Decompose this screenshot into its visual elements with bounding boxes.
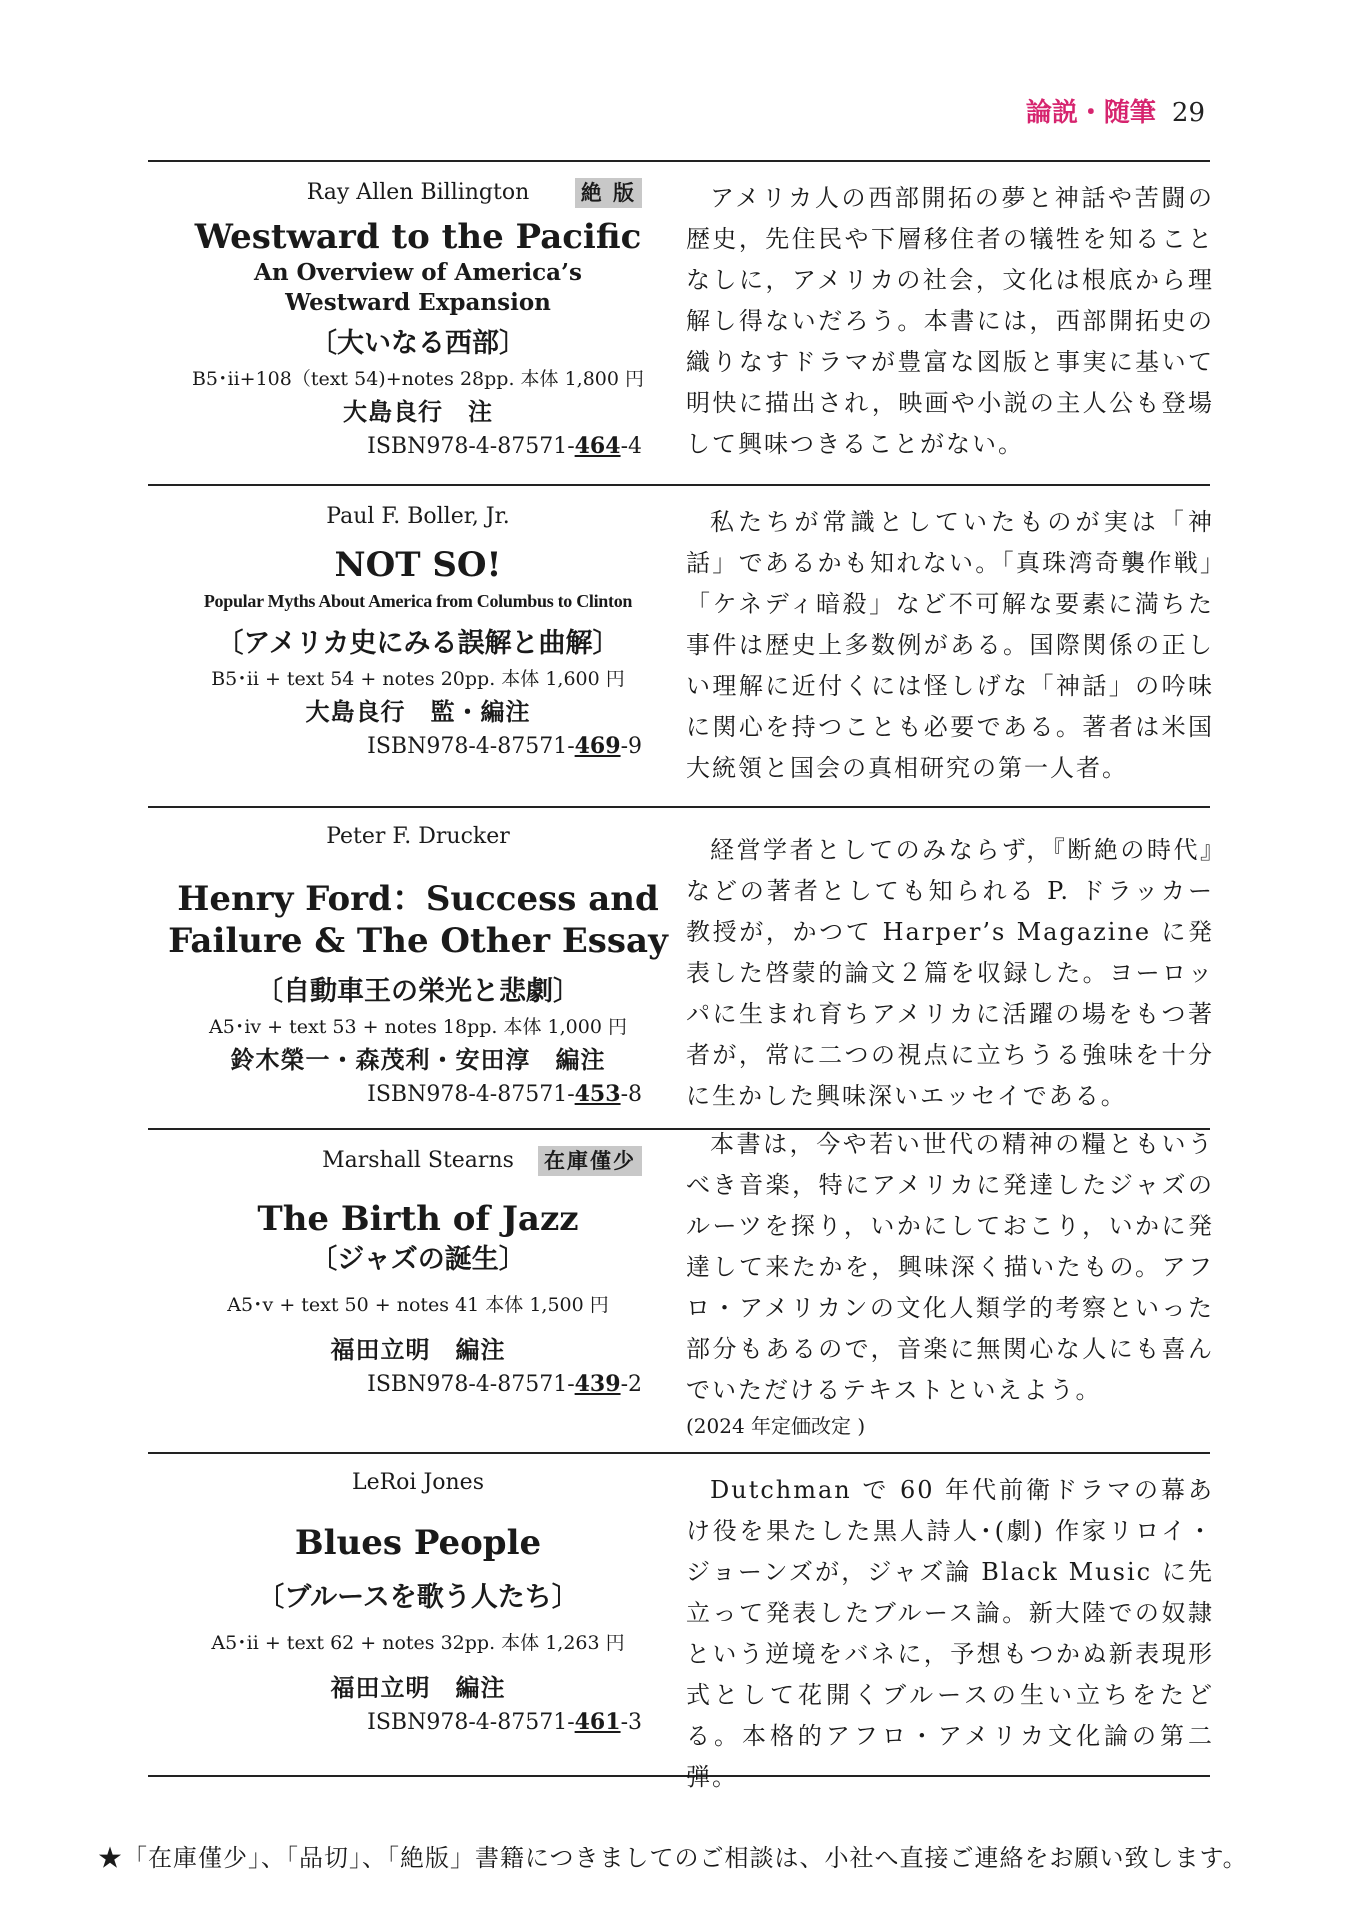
editor-credit: 鈴木榮一・森茂利・安田淳 編注 (230, 1046, 606, 1074)
book-title-line: Failure & The Other Essay (168, 921, 668, 961)
book-title: Blues People (294, 1523, 542, 1563)
status-badge: 絶 版 (575, 178, 642, 208)
book-description: 経営学者としてのみならず，『断絶の時代』などの著者としても知られる P. ドラッカー教授が，かつて Harper’s Magazine に発表した啓蒙的論文２篇を収録した。ヨーロッパに生まれ育ちアメリカに活躍の場をもつ著者が，常に二つの視点に立ちうる強味を十分に生かした興味深いエッセイである。 (686, 836, 1214, 1110)
divider (148, 806, 1210, 808)
book-info (148, 1146, 688, 1401)
divider (148, 1452, 1210, 1454)
book-info (148, 502, 688, 763)
page-number: 29 (1171, 98, 1205, 128)
book-info (148, 822, 688, 1111)
divider (148, 484, 1210, 486)
author: Peter F. Drucker (326, 824, 510, 849)
isbn-code: 461 (574, 1709, 621, 1735)
isbn: ISBN978-4-87571-453-8 (367, 1081, 642, 1107)
book-subtitle-line: An Overview of America’s (253, 259, 583, 286)
author: Paul F. Boller, Jr. (326, 504, 510, 529)
book-title: NOT SO! (334, 545, 502, 585)
book-spec: A5･ii + text 62 + notes 32pp. 本体 1,263 円 (211, 1632, 625, 1654)
editor-credit: 福田立明 編注 (330, 1674, 506, 1702)
book-description: アメリカ人の西部開拓の夢と神話や苦闘の歴史，先住民や下層移住者の犠牲を知ることなしに，アメリカの社会，文化は根底から理解し得ないだろう。本書には，西部開拓史の織りなすドラマが豊富な図版と事実に基いて明快に描出され，映画や小説の主人公も登場して興味つきることがない。 (686, 184, 1214, 458)
book-spec: B5･ii + text 54 + notes 20pp. 本体 1,600 円 (211, 668, 625, 690)
isbn: ISBN978-4-87571-464-4 (367, 433, 642, 459)
japanese-title: 〔自動車王の栄光と悲劇〕 (256, 976, 580, 1007)
book-info (148, 178, 688, 463)
book-description: Dutchman で 60 年代前衛ドラマの幕あけ役を果たした黒人詩人･(劇) 作家リロイ・ジョーンズが，ジャズ論 Black Music に先立って発表したブルース論。新大陸での奴隷という逆境をバネに，予想もつかぬ新表現形式として花開くブルースの生い立ちをたどる。本格的アフロ・アメリカ文化論の第二弾。 (686, 1476, 1214, 1791)
editor-credit: 福田立明 編注 (330, 1336, 506, 1364)
section-title: 論説・随筆 (1025, 98, 1156, 128)
book-title: The Birth of Jazz (257, 1199, 579, 1239)
isbn: ISBN978-4-87571-469-9 (367, 733, 642, 759)
isbn-code: 439 (574, 1371, 621, 1397)
book-info (148, 1468, 688, 1739)
book-spec: A5･v + text 50 + notes 41 本体 1,500 円 (227, 1294, 609, 1316)
japanese-title: 〔アメリカ史にみる誤解と曲解〕 (216, 628, 620, 659)
book-title-line: Henry Ford：Success and (177, 879, 659, 919)
price-note: (2024 年定価改定 ) (686, 1414, 866, 1438)
divider (148, 160, 1210, 162)
isbn: ISBN978-4-87571-439-2 (367, 1371, 642, 1397)
author: Ray Allen Billington (306, 180, 530, 205)
isbn-code: 464 (574, 433, 621, 459)
japanese-title: 〔ブルースを歌う人たち〕 (257, 1582, 579, 1613)
book-spec: A5･iv + text 53 + notes 18pp. 本体 1,000 円 (209, 1016, 627, 1038)
isbn: ISBN978-4-87571-461-3 (367, 1709, 642, 1735)
japanese-title: 〔大いなる西部〕 (310, 328, 526, 359)
author: Marshall Stearns (322, 1148, 514, 1173)
editor-credit: 大島良行 監・編注 (305, 698, 531, 726)
footer-note: ★「在庫僅少」、「品切」、「絶版」書籍につきましてのご相談は、小社へ直接ご連絡をお願い致します。 (98, 1844, 1248, 1872)
book-subtitle-line: Westward Expansion (285, 289, 551, 316)
page-header (1026, 92, 1205, 129)
book-description: 本書は，今や若い世代の精神の糧ともいうべき音楽，特にアメリカに発達したジャズのルーツを探り，いかにしておこり，いかに発達して来たかを，興味深く描いたもの。アフロ・アメリカンの文化人類学的考察といった部分もあるので，音楽に無関心な人にも喜んでいただけるテキストといえよう。 (2024 年定価改定 ) (686, 1124, 1214, 1441)
book-spec: B5･ii+108（text 54)+notes 28pp. 本体 1,800 円 (191, 368, 645, 390)
isbn-code: 469 (574, 733, 621, 759)
japanese-title: 〔ジャズの誕生〕 (310, 1244, 526, 1275)
book-subtitle-line: Popular Myths About America from Columbus to Clinton (203, 591, 633, 611)
author: LeRoi Jones (351, 1470, 484, 1495)
isbn-code: 453 (574, 1081, 621, 1107)
book-title: Westward to the Pacific (194, 217, 642, 257)
book-description: 私たちが常識としていたものが実は「神話」であるかも知れない。「真珠湾奇襲作戦」「ケネディ暗殺」など不可解な要素に満ちた事件は歴史上多数例がある。国際関係の正しい理解に近付くには怪しげな「神話」の吟味に関心を持つことも必要である。著者は米国大統領と国会の真相研究の第一人者。 (686, 508, 1214, 782)
status-badge: 在庫僅少 (538, 1146, 642, 1176)
editor-credit: 大島良行 注 (343, 398, 493, 426)
